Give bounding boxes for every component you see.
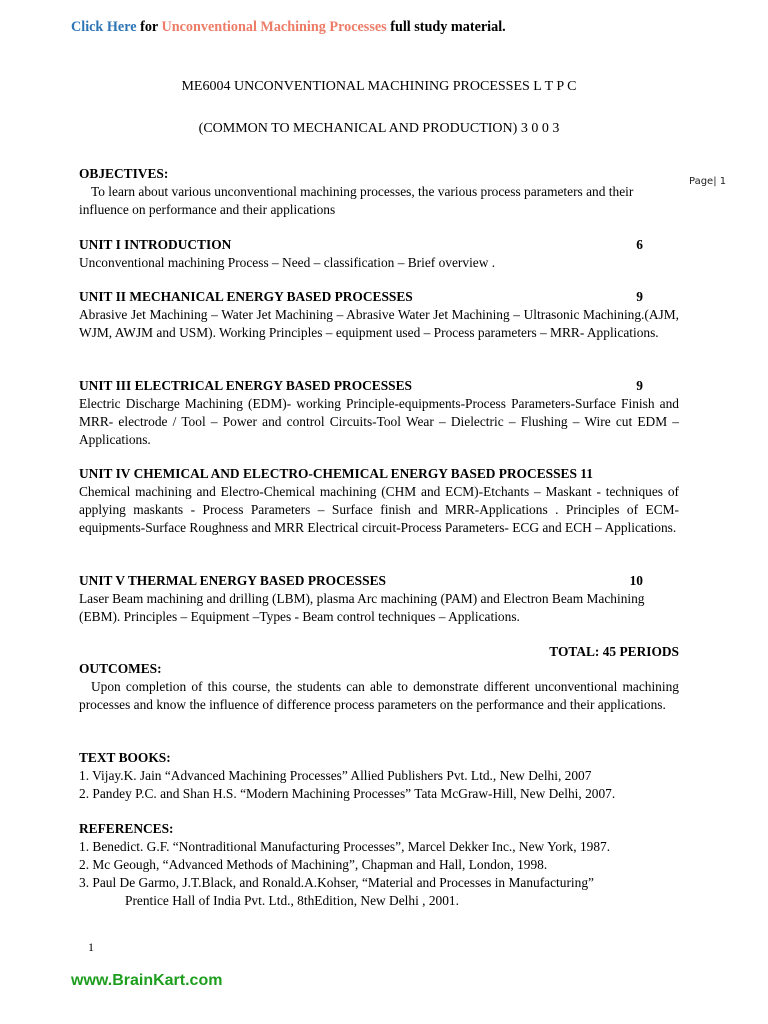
unit-hours: 9 (636, 378, 643, 393)
reference-item: 3. Paul De Garmo, J.T.Black, and Ronald.A.Kohser, “Material and Processes in Manufacturing” (79, 875, 594, 890)
references-section (79, 820, 679, 910)
unit-4 (79, 465, 679, 537)
objectives-text: To learn about various unconventional machining processes, the various process parameters and their influence on performance and their applications (79, 184, 634, 217)
reference-item: 2. Mc Geough, “Advanced Methods of Machining”, Chapman and Hall, London, 1998. (79, 857, 548, 872)
objectives-text-block (79, 183, 679, 219)
outcomes-text: Upon completion of this course, the students can able to demonstrate different unconventional machining processes and know the influence of difference process parameters on the performance and their applications. (79, 679, 679, 712)
unit-4-header (79, 465, 679, 483)
topic-link[interactable]: Unconventional Machining Processes (161, 19, 387, 35)
unit-title: UNIT II MECHANICAL ENERGY BASED PROCESSES (79, 289, 413, 304)
reference-continuation: Prentice Hall of India Pvt. Ltd., 8thEdition, New Delhi , 2001. (125, 893, 459, 908)
reference-item: 1. Benedict. G.F. “Nontraditional Manufacturing Processes”, Marcel Dekker Inc., New York, 1987. (79, 839, 611, 854)
unit-3-header (79, 377, 679, 395)
banner-for-text: for (136, 19, 162, 35)
unit-hours: 10 (629, 573, 643, 588)
unit-5 (79, 572, 679, 626)
unit-body: Unconventional machining Process – Need – classification – Brief overview . (79, 255, 496, 270)
unit-hours: 6 (636, 237, 643, 252)
study-material-banner (71, 18, 506, 36)
total-periods: TOTAL: 45 PERIODS (549, 644, 679, 659)
brainkart-link[interactable]: www.BrainKart.com (71, 972, 223, 989)
unit-3 (79, 377, 679, 449)
unit-title: UNIT V THERMAL ENERGY BASED PROCESSES (79, 573, 386, 588)
references-heading: REFERENCES: (79, 821, 174, 836)
unit-body: Abrasive Jet Machining – Water Jet Machining – Abrasive Water Jet Machining – Ultrasonic Machining.(AJM, WJM, AWJM and USM). Working Principles – equipment used – Process parameters – MRR- Applications. (79, 307, 679, 340)
unit-hours: 9 (636, 289, 643, 304)
unit-title: UNIT I INTRODUCTION (79, 237, 232, 252)
unit-title: UNIT III ELECTRICAL ENERGY BASED PROCESSES (79, 378, 413, 393)
unit-title: UNIT IV CHEMICAL AND ELECTRO-CHEMICAL ENERGY BASED PROCESSES 11 (79, 466, 593, 481)
page-label: Page| 1 (689, 176, 727, 187)
outcomes-text-block (79, 678, 679, 714)
textbooks-heading: TEXT BOOKS: (79, 750, 171, 765)
textbook-item: 2. Pandey P.C. and Shan H.S. “Modern Machining Processes” Tata McGraw-Hill, New Delhi, 2007. (79, 786, 616, 801)
outcomes-heading: OUTCOMES: (79, 661, 162, 676)
banner-tail-text: full study material. (386, 19, 506, 35)
document-title: ME6004 UNCONVENTIONAL MACHINING PROCESSES L T P C (181, 79, 577, 94)
objectives-section (79, 165, 679, 219)
unit-body: Laser Beam machining and drilling (LBM), plasma Arc machining (PAM) and Electron Beam Machining (EBM). Principles – Equipment –Types - Beam control techniques – Applications. (79, 591, 645, 624)
unit-body: Electric Discharge Machining (EDM)- working Principle-equipments-Process Parameters-Surface Finish and MRR- electrode / Tool – Power and control Circuits-Tool Wear – Dielectric – Flushing – Wire cut EDM – Applications. (79, 396, 679, 447)
unit-body: Chemical machining and Electro-Chemical machining (CHM and ECM)-Etchants – Maskant - techniques of applying maskants - Process Parameters – Surface finish and MRR-Applications . Principles of ECM- equipments-Surface Roughness and MRR Electrical circuit-Process Parameters- ECG and ECH – Applications. (79, 484, 679, 535)
unit-1 (79, 236, 679, 272)
textbooks-section (79, 749, 679, 803)
unit-1-header (79, 236, 679, 254)
unit-5-header (79, 572, 679, 590)
unit-2-header (79, 288, 679, 306)
textbook-item: 1. Vijay.K. Jain “Advanced Machining Processes” Allied Publishers Pvt. Ltd., New Delhi, 2007 (79, 768, 592, 783)
outcomes-section (79, 660, 679, 714)
click-here-link[interactable]: Click Here (71, 19, 137, 35)
unit-hours (643, 465, 679, 483)
page-number: 1 (88, 940, 94, 954)
document-subtitle: (COMMON TO MECHANICAL AND PRODUCTION) 3 0 0 3 (198, 121, 560, 136)
unit-2 (79, 288, 679, 342)
objectives-heading: OBJECTIVES: (79, 166, 169, 181)
